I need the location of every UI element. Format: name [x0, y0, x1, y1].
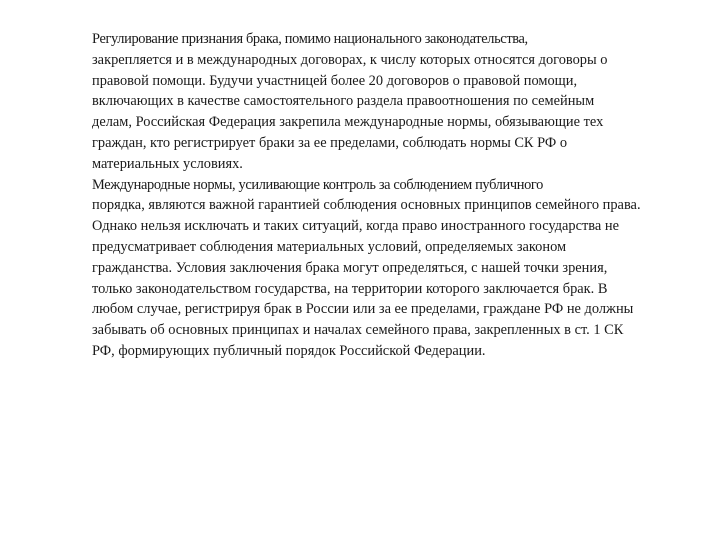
body-text	[68, 29, 686, 362]
text-line: РФ, формирующих публичный порядок Российской Федерации.	[92, 342, 486, 359]
text-line: порядка, являются важной гарантией соблюдения основных принципов семейного права.	[92, 197, 641, 214]
text-line: граждан, кто регистрирует браки за ее пределами, соблюдать нормы СК РФ о	[92, 134, 568, 151]
text-line: предусматривает соблюдения материальных условий, определяемых законом	[92, 238, 567, 255]
text-line: Регулирование признания брака, помимо национального законодательства,	[92, 31, 528, 47]
text-line: закрепляется и в международных договорах, к числу которых относятся договоры о	[92, 51, 608, 68]
text-line: только законодательством государства, на территории которого заключается брак. В	[92, 280, 608, 297]
text-line: включающих в качестве самостоятельного раздела правоотношения по семейным	[92, 93, 595, 110]
paragraph-1	[68, 29, 686, 175]
text-line: правовой помощи. Будучи участницей более 20 договоров о правовой помощи,	[92, 72, 578, 89]
paragraph-2	[68, 175, 686, 362]
text-line: Международные нормы, усиливающие контроль за соблюдением публичного	[92, 176, 543, 193]
text-line: любом случае, регистрируя брак в России или за ее пределами, граждане РФ не должны	[92, 301, 634, 318]
text-line: материальных условиях.	[92, 155, 243, 172]
text-line: Однако нельзя исключать и таких ситуаций, когда право иностранного государства не	[92, 218, 619, 235]
text-line: забывать об основных принципах и началах семейного права, закрепленных в ст. 1 СК	[92, 322, 624, 339]
text-line: делам, Российская Федерация закрепила международные нормы, обязывающие тех	[92, 114, 604, 131]
text-line: гражданства. Условия заключения брака могут определяться, с нашей точки зрения,	[92, 259, 608, 276]
